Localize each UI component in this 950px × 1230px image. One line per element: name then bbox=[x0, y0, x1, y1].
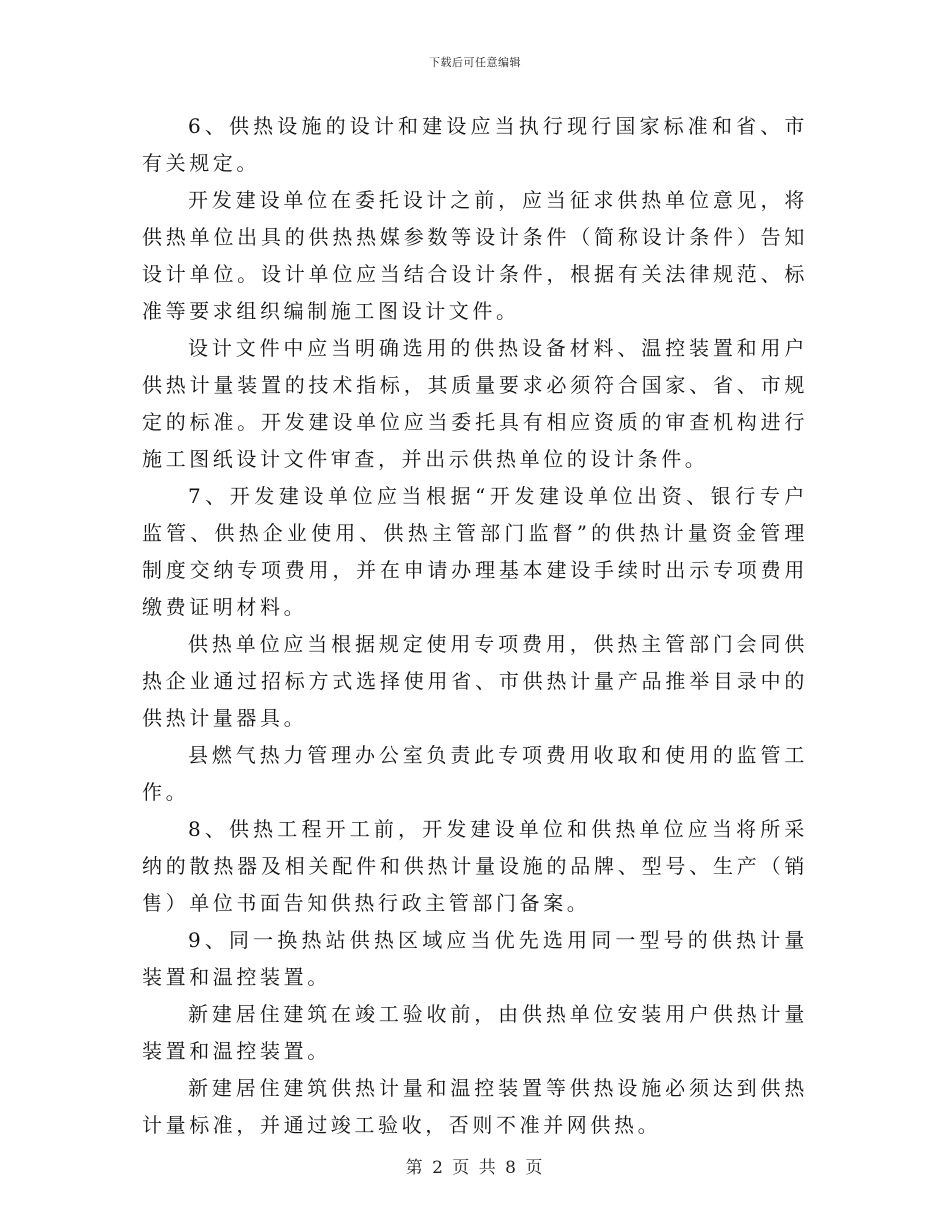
paragraph: 开发建设单位在委托设计之前，应当征求供热单位意见，将供热单位出具的供热热媒参数等设计条件（简称设计条件）告知设计单位。设计单位应当结合设计条件，根据有关法律规范、标准等要求组织编制施工图设计文件。 bbox=[142, 188, 808, 323]
paragraph: 新建居住建筑在竣工验收前，由供热单位安装用户供热计量装置和温控装置。 bbox=[142, 1002, 808, 1063]
paragraph: 8、供热工程开工前，开发建设单位和供热单位应当将所采纳的散热器及相关配件和供热计量设施的品牌、型号、生产（销售）单位书面告知供热行政主管部门备案。 bbox=[142, 817, 808, 915]
paragraph: 县燃气热力管理办公室负责此专项费用收取和使用的监管工作。 bbox=[142, 743, 808, 804]
paragraph: 供热单位应当根据规定使用专项费用，供热主管部门会同供热企业通过招标方式选择使用省、市供热计量产品推举目录中的供热计量器具。 bbox=[142, 632, 808, 730]
page-number-footer: 第 2 页 共 8 页 bbox=[405, 1158, 545, 1178]
paragraph: 7、开发建设单位应当根据“开发建设单位出资、银行专户监管、供热企业使用、供热主管部门监督”的供热计量资金管理制度交纳专项费用，并在申请办理基本建设手续时出示专项费用缴费证明材料。 bbox=[142, 484, 808, 619]
paragraph: 新建居住建筑供热计量和温控装置等供热设施必须达到供热计量标准，并通过竣工验收，否则不准并网供热。 bbox=[142, 1076, 808, 1137]
page-header: 下载后可任意编辑 bbox=[429, 56, 521, 69]
paragraph: 设计文件中应当明确选用的供热设备材料、温控装置和用户供热计量装置的技术指标，其质量要求必须符合国家、省、市规定的标准。开发建设单位应当委托具有相应资质的审查机构进行施工图纸设计文件审查，并出示供热单位的设计条件。 bbox=[142, 336, 808, 471]
paragraph: 6、供热设施的设计和建设应当执行现行国家标准和省、市有关规定。 bbox=[142, 114, 808, 175]
document-body bbox=[142, 108, 808, 1144]
paragraph: 9、同一换热站供热区域应当优先选用同一型号的供热计量装置和温控装置。 bbox=[142, 928, 808, 989]
